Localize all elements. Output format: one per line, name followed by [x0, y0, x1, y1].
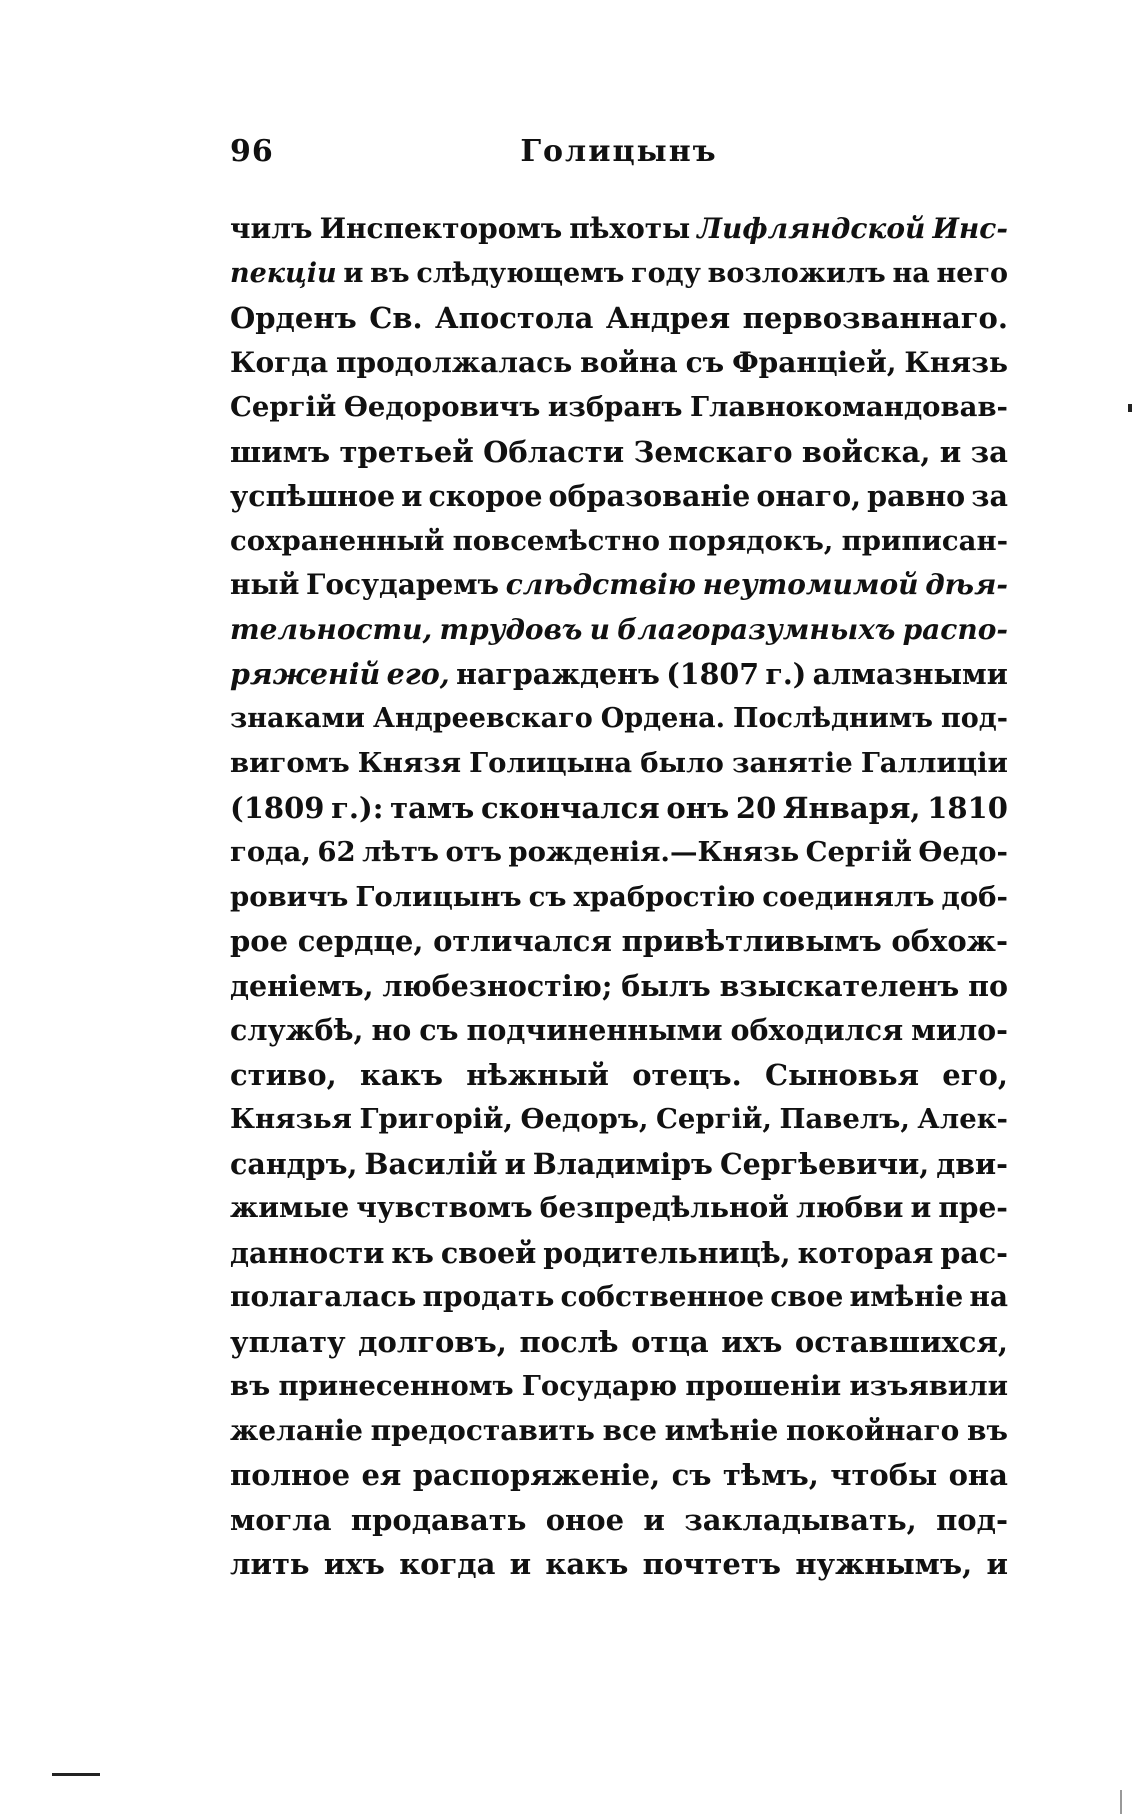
word: ный: [230, 568, 300, 601]
word: распо-: [902, 612, 1008, 646]
word: Св.: [369, 301, 423, 335]
word: Главнокомандовав-: [690, 391, 1008, 423]
word: собственное: [560, 1280, 765, 1313]
running-head: Голицынъ: [520, 134, 718, 169]
word: изъявили: [849, 1370, 1008, 1402]
word: шимъ: [230, 434, 331, 469]
word: Алек-: [917, 1103, 1008, 1135]
word: первозваннаго.: [742, 301, 1008, 335]
word: образованіе: [548, 479, 751, 513]
word: чилъ: [230, 212, 313, 245]
word: войска,: [801, 434, 931, 469]
word: дви-: [936, 1146, 1008, 1181]
word: съ: [685, 345, 725, 379]
word: Владиміръ: [532, 1146, 713, 1181]
margin-speck: [1120, 1790, 1122, 1814]
word: сандръ,: [230, 1146, 358, 1181]
word: лить: [230, 1547, 310, 1581]
word: Апостола: [435, 301, 594, 335]
word: и: [986, 1547, 1008, 1581]
word: успѣшное: [230, 479, 396, 513]
word: онъ: [666, 790, 730, 825]
text-line: [230, 1186, 1008, 1231]
word: Андреевскаго: [373, 702, 593, 734]
word: по: [968, 968, 1008, 1003]
word: Сергій: [230, 391, 337, 423]
word: полагалась: [230, 1280, 417, 1313]
text-line: [230, 1542, 1008, 1587]
word: избранъ: [547, 391, 683, 423]
text-line: [230, 1453, 1008, 1498]
word: нужнымъ,: [795, 1547, 973, 1581]
word: война: [580, 345, 678, 379]
word: знаками: [230, 702, 365, 734]
text-line: [230, 430, 1008, 475]
word: (1809: [230, 790, 325, 825]
word: свое: [770, 1280, 844, 1313]
text-line: [230, 1097, 1008, 1142]
word: принесенномъ: [278, 1370, 514, 1402]
word: отецъ.: [632, 1057, 742, 1092]
word: награжденъ: [456, 657, 660, 691]
word: под-: [936, 1502, 1008, 1537]
text-line: [230, 207, 1008, 252]
word: Князь: [904, 345, 1008, 379]
word: службѣ,: [230, 1013, 364, 1047]
word: и: [343, 257, 364, 289]
word: почтетъ: [642, 1547, 782, 1581]
word: скончался: [481, 790, 660, 825]
word: предоставить: [370, 1413, 595, 1447]
word: храбростію: [573, 880, 756, 913]
word: тамъ: [390, 790, 475, 825]
page-number: 96: [230, 134, 274, 169]
text-line: [230, 1320, 1008, 1365]
word: неутомимой: [702, 568, 919, 601]
word: полное: [230, 1458, 351, 1492]
word: имѣніе: [664, 1413, 779, 1447]
text-line: [230, 1142, 1008, 1187]
word: въ: [967, 1413, 1008, 1447]
word: съ: [671, 1458, 712, 1492]
word: сердце,: [297, 924, 424, 958]
text-line: [230, 296, 1008, 341]
word: равно: [867, 479, 966, 513]
word: распоряженіе,: [412, 1458, 661, 1492]
word: алмазными: [812, 657, 1008, 691]
text-line: [230, 608, 1008, 653]
word: отъ: [445, 836, 502, 868]
text-line: [230, 697, 1008, 742]
word: ряженій: [230, 657, 381, 691]
word: вигомъ: [230, 747, 350, 779]
word: родительницѣ,: [543, 1235, 791, 1270]
word: ихъ: [721, 1324, 783, 1359]
word: долговъ,: [358, 1324, 507, 1359]
word: Государемъ: [306, 568, 500, 601]
word: пекціи: [230, 257, 337, 289]
word: мило-: [911, 1013, 1008, 1047]
text-line: [230, 341, 1008, 386]
word: Января,: [782, 790, 921, 825]
text-line: [230, 252, 1008, 297]
word: она: [948, 1458, 1008, 1492]
word: къ: [391, 1235, 434, 1270]
word: него: [936, 257, 1008, 289]
word: былъ: [621, 968, 711, 1003]
word: года,: [230, 836, 311, 868]
word: Области: [483, 434, 625, 469]
word: повсемѣстно: [452, 524, 660, 557]
text-line: [230, 474, 1008, 519]
word: отличался: [433, 924, 612, 958]
word: приписан-: [841, 524, 1008, 557]
word: Князья: [230, 1103, 352, 1135]
text-line: [230, 519, 1008, 564]
word: (1807: [666, 657, 760, 691]
word: рожденія.—Князь: [508, 836, 800, 868]
word: могла: [230, 1502, 332, 1537]
word: уплату: [230, 1324, 346, 1359]
word: и: [504, 1146, 526, 1181]
word: прошеніи: [685, 1370, 842, 1402]
word: отца: [631, 1324, 709, 1359]
word: пре-: [938, 1191, 1008, 1224]
word: г.): [765, 657, 807, 691]
word: въ: [370, 257, 410, 289]
word: закладывать,: [684, 1502, 917, 1537]
margin-speck: [1128, 404, 1132, 412]
text-line: [230, 964, 1008, 1009]
word: году: [631, 257, 701, 289]
word: продавать: [350, 1502, 527, 1537]
word: послѣ: [519, 1324, 619, 1359]
word: порядокъ,: [668, 524, 834, 557]
word: но: [371, 1013, 412, 1047]
word: Павелъ,: [779, 1103, 910, 1135]
word: жимые: [230, 1191, 350, 1224]
word: продолжалась: [336, 345, 573, 379]
word: съ: [419, 1013, 459, 1047]
word: трудовъ: [439, 612, 583, 646]
word: Князя: [357, 747, 462, 779]
word: рас-: [940, 1235, 1008, 1270]
word: своей: [440, 1235, 537, 1270]
word: слѣдствію: [505, 568, 696, 601]
text-line: [230, 652, 1008, 697]
word: чувствомъ: [356, 1191, 533, 1224]
word: Орденъ: [230, 301, 357, 335]
word: съ: [528, 880, 567, 913]
word: за: [970, 434, 1008, 469]
word: продать: [422, 1280, 555, 1313]
word: безпредѣльной: [539, 1191, 789, 1224]
word: тѣмъ,: [722, 1458, 819, 1492]
word: соединялъ: [762, 880, 935, 913]
word: и: [589, 612, 610, 646]
word: дѣя-: [925, 568, 1008, 601]
text-line: [230, 1275, 1008, 1320]
word: Когда: [230, 345, 329, 379]
word: Ѳедоръ,: [520, 1103, 649, 1135]
word: доб-: [941, 880, 1008, 913]
word: Земскаго: [633, 434, 793, 469]
body-text: [230, 207, 1008, 1587]
word: тельности,: [230, 612, 433, 646]
word: и: [643, 1502, 665, 1537]
text-line: [230, 830, 1008, 875]
word: обходился: [730, 1013, 904, 1047]
word: ея: [361, 1458, 402, 1492]
word: имѣніе: [849, 1280, 964, 1313]
word: которая: [797, 1235, 934, 1270]
text-line: [230, 1498, 1008, 1543]
word: лѣтъ: [362, 836, 439, 868]
word: и: [401, 479, 423, 513]
word: обхож-: [891, 924, 1008, 958]
word: стиво,: [230, 1057, 337, 1092]
word: Сергій: [805, 836, 912, 868]
word: чтобы: [830, 1458, 938, 1492]
word: все: [602, 1413, 657, 1447]
word: Андрея: [605, 301, 731, 335]
word: желаніе: [230, 1413, 363, 1447]
word: покойнаго: [786, 1413, 960, 1447]
text-line: [230, 385, 1008, 430]
word: ихъ: [323, 1547, 385, 1581]
word: и: [509, 1547, 532, 1581]
word: данности: [230, 1235, 385, 1270]
word: Франціей,: [732, 345, 897, 379]
word: онаго,: [756, 479, 862, 513]
word: оставшихся,: [794, 1324, 1008, 1359]
word: скорое: [428, 479, 543, 513]
word: Голицына: [469, 747, 633, 779]
word: любви: [796, 1191, 904, 1224]
word: ровичъ: [230, 880, 349, 913]
word: любезностію;: [382, 968, 613, 1003]
word: пѣхоты: [569, 212, 691, 245]
word: Ѳедо-: [918, 836, 1008, 868]
word: третьей: [339, 434, 474, 469]
word: его,: [386, 657, 450, 691]
word: Сергѣевичи,: [719, 1146, 930, 1181]
word: и: [910, 1191, 932, 1224]
text-line: [230, 875, 1008, 920]
word: на: [969, 1280, 1008, 1313]
word: на: [892, 257, 930, 289]
word: и: [939, 434, 962, 469]
text-line: [230, 786, 1008, 831]
word: Голицынъ: [355, 880, 522, 913]
word: Василій: [364, 1146, 498, 1181]
word: Ѳедоровичъ: [343, 391, 541, 423]
word: возложилъ: [707, 257, 886, 289]
word: Галлиціи: [860, 747, 1008, 779]
word: 20: [735, 790, 777, 825]
word: Лифляндской: [697, 212, 926, 245]
margin-rule-mark: [52, 1773, 100, 1776]
word: Инс-: [932, 212, 1008, 245]
word: благоразумныхъ: [617, 612, 896, 646]
word: Григорій,: [359, 1103, 513, 1135]
word: деніемъ,: [230, 968, 374, 1003]
text-line: [230, 1409, 1008, 1454]
text-line: [230, 1364, 1008, 1409]
word: Ордена.: [600, 702, 725, 734]
text-line: [230, 563, 1008, 608]
word: въ: [230, 1370, 271, 1402]
word: взыскателенъ: [719, 968, 960, 1003]
word: какъ: [360, 1057, 443, 1092]
text-line: [230, 919, 1008, 964]
word: Послѣднимъ: [733, 702, 933, 734]
word: какъ: [545, 1547, 629, 1581]
word: его,: [942, 1057, 1008, 1092]
text-line: [230, 741, 1008, 786]
word: рое: [230, 924, 289, 958]
word: занятіе: [731, 747, 853, 779]
word: 62: [317, 836, 356, 868]
word: 1810: [927, 790, 1008, 825]
word: сохраненный: [230, 524, 445, 557]
word: Инспекторомъ: [319, 212, 563, 245]
text-line: [230, 1008, 1008, 1053]
word: за: [971, 479, 1008, 513]
page-header: [230, 134, 1008, 184]
word: подчиненными: [466, 1013, 723, 1047]
text-line: [230, 1053, 1008, 1098]
word: г.):: [331, 790, 384, 825]
word: нѣжный: [466, 1057, 609, 1092]
word: Сергій,: [656, 1103, 772, 1135]
word: когда: [399, 1547, 496, 1581]
word: слѣдующемъ: [416, 257, 625, 289]
word: Государю: [521, 1370, 678, 1402]
word: под-: [940, 702, 1008, 734]
word: Сыновья: [765, 1057, 920, 1092]
word: привѣтливымъ: [621, 924, 882, 958]
word: было: [640, 747, 724, 779]
text-line: [230, 1231, 1008, 1276]
word: оное: [545, 1502, 625, 1537]
